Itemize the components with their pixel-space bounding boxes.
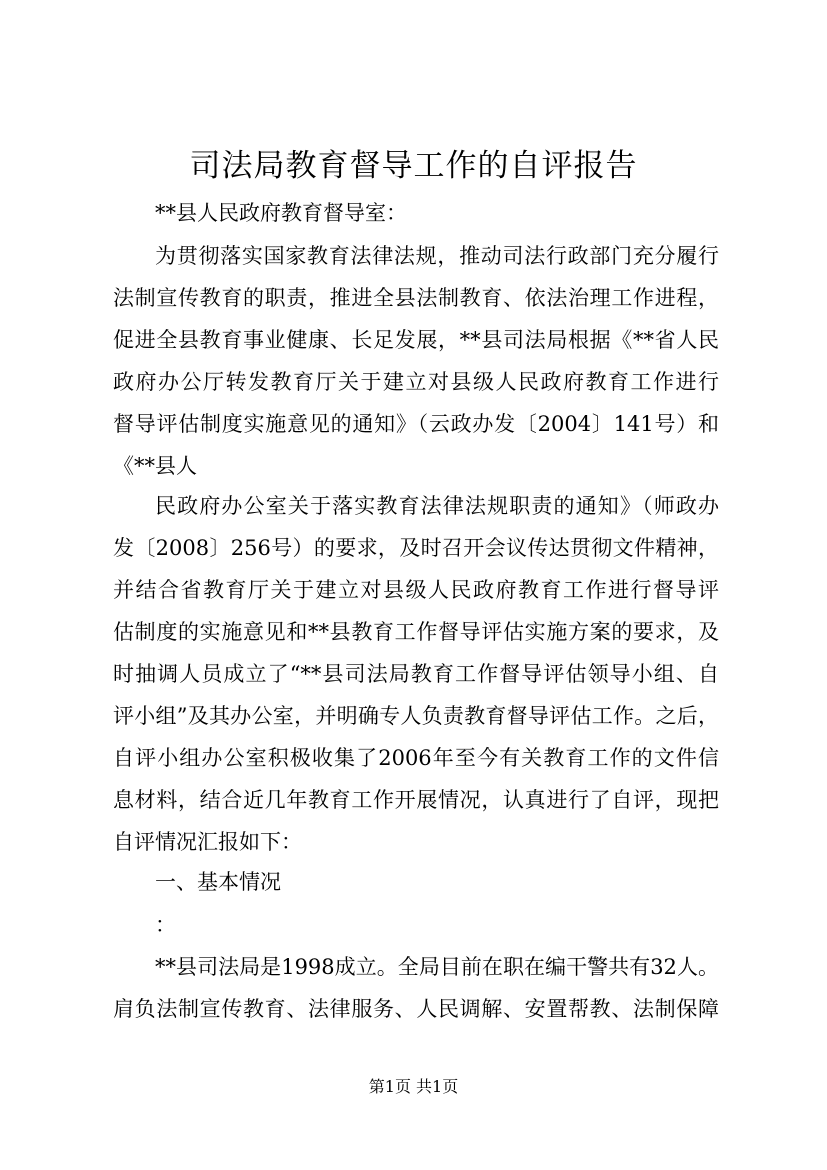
- para1-line-4: 政府办公厅转发教育厅关于建立对县级人民政府教育工作进行: [113, 370, 719, 394]
- para1-line-1: 为贯彻落实国家教育法律法规，推动司法行政部门充分履行: [155, 244, 719, 268]
- para3-line-1: **县司法局是1998成立。全局目前在职在编干警共有32人。: [155, 955, 719, 979]
- para2-line-8: 息材料，结合近几年教育工作开展情况，认真进行了自评，现把: [113, 788, 719, 812]
- para2-line-6: 评小组”及其办公室，并明确专人负责教育督导评估工作。之后，: [113, 704, 719, 728]
- para3-line-2: 肩负法制宣传教育、法律服务、人民调解、安置帮教、法制保障: [113, 997, 719, 1021]
- salutation: **县人民政府教育督导室：: [155, 201, 407, 225]
- para1-line-6: 《**县人: [113, 454, 197, 478]
- para2-line-7: 自评小组办公室积极收集了2006年至今有关教育工作的文件信: [113, 746, 719, 770]
- para2-line-3: 并结合省教育厅关于建立对县级人民政府教育工作进行督导评: [113, 578, 719, 602]
- para1-line-3: 促进全县教育事业健康、长足发展，**县司法局根据《**省人民: [113, 328, 719, 352]
- para2-line-2: 发〔2008〕256号）的要求，及时召开会议传达贯彻文件精神，: [113, 536, 719, 560]
- section-heading: 一、基本情况: [155, 870, 281, 894]
- para2-line-1: 民政府办公室关于落实教育法律法规职责的通知》（师政办: [155, 494, 719, 518]
- para2-line-5: 时抽调人员成立了“**县司法局教育工作督导评估领导小组、自: [113, 662, 719, 686]
- para1-line-2: 法制宣传教育的职责，推进全县法制教育、依法治理工作进程，: [113, 286, 719, 310]
- para1-line-5: 督导评估制度实施意见的通知》（云政办发〔2004〕141号）和: [113, 412, 719, 436]
- para2-line-4: 估制度的实施意见和**县教育工作督导评估实施方案的要求，及: [113, 620, 719, 644]
- colon-line: ：: [155, 913, 176, 937]
- para2-line-9: 自评情况汇报如下：: [113, 830, 302, 854]
- page-number-footer: 第1页 共1页: [368, 1077, 459, 1096]
- document-title: 司法局教育督导工作的自评报告: [189, 148, 638, 184]
